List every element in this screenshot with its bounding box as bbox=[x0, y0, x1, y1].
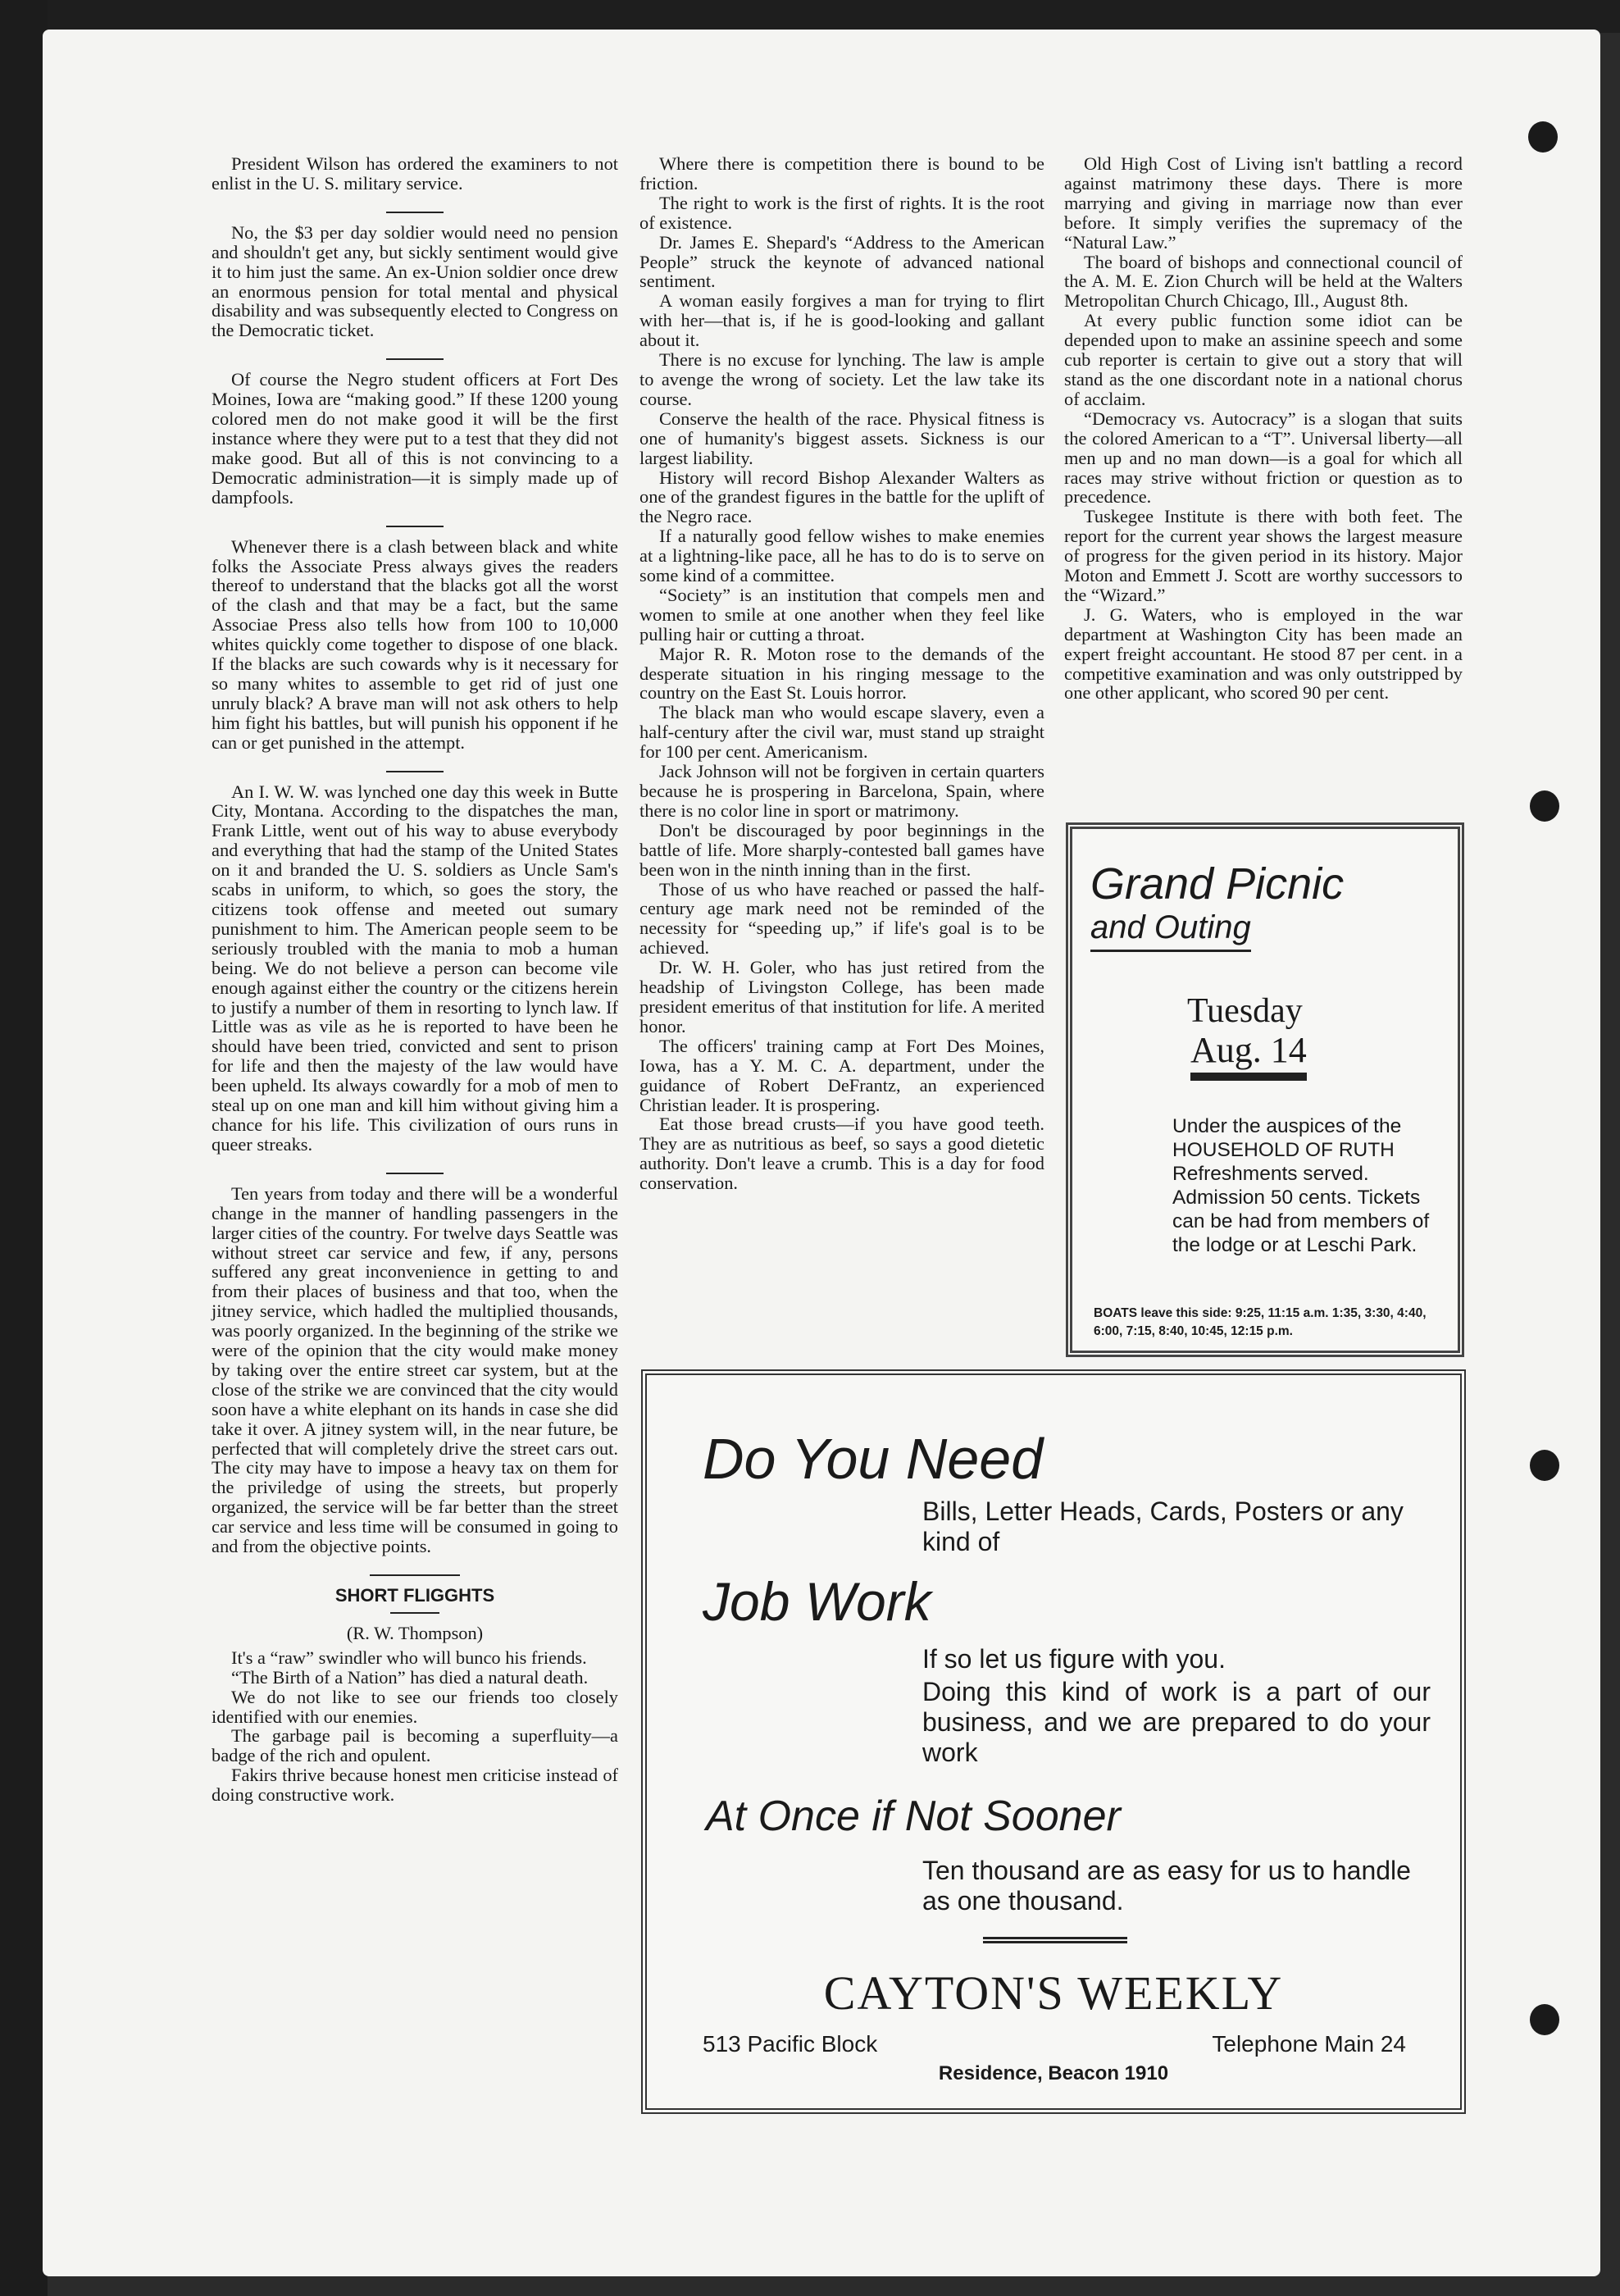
paragraph: The officers' training camp at Fort Des Moines, Iowa, has a Y. M. C. A. department, under the guidance of Robert DeFrantz, an experienced Christian leader. It is prospering. bbox=[639, 1035, 1044, 1115]
paragraph: The right to work is the first of rights. It is the root of existence. bbox=[639, 192, 1044, 233]
ad-text: If so let us figure with you. bbox=[922, 1644, 1226, 1674]
paragraph: Dr. W. H. Goler, who has just retired from the headship of Livingston College, has been made president emeritus of that institution for life. A merited honor. bbox=[639, 957, 1044, 1036]
ad-text: Bills, Letter Heads, Cards, Posters or any kind of bbox=[922, 1496, 1404, 1556]
paragraph: Jack Johnson will not be forgiven in certain quarters because he is prospering in Barcelona, Spain, where there is no color line in sport or matrimony. bbox=[639, 761, 1044, 821]
paragraph: Whenever there is a clash between black and white folks the Associate Press always gives the readers thereof to understand that the blacks got all the worst of the clash and that may be a fact, but the same Associae Press also tells how from 100 to 10,000 whites quickly come together to dispose of one black. If the blacks are such cowards why is it necessary for so many whites to assemble to get rid of just one unruly black? A brave man will not ask others to help him fight his battles, but will punish his opponent if he can or get punished in the attempt. bbox=[212, 535, 618, 753]
paragraph: Major R. R. Moton rose to the demands of the desperate situation in his ringing message to the country on the East St. Louis horror. bbox=[639, 643, 1044, 704]
punch-hole bbox=[1530, 790, 1559, 822]
paragraph: Ten years from today and there will be a wonderful change in the manner of handling passengers in the larger cities of the country. For twelve days Seattle was without street car service and few, if any, persons suffered any great inconvenience in getting to and from their places of business and that too, when the jitney service, which hadled the multiplied thousands, was poorly organized. In the beginning of the strike we were of the opinion that the city would make money by taking over the entire street car system, but at the close of the strike we are convinced that the city would soon have a white elephant on its hands in case she did take it over. A jitney system will, in the near future, be perfected that will completely drive the street cars out. The city may have to impose a heavy tax on them for the priviledge of using the streets, but properly organized, the service will be far better than the street car service and less time will be consumed in going to and from the objective points. bbox=[212, 1182, 618, 1557]
scan-edge-top bbox=[0, 0, 1620, 33]
paragraph: There is no excuse for lynching. The law is ample to avenge the wrong of society. Let the law take its course. bbox=[639, 349, 1044, 409]
ad-subtitle: and Outing bbox=[1090, 909, 1251, 952]
byline: (R. W. Thompson) bbox=[346, 1622, 484, 1643]
divider bbox=[983, 1937, 1127, 1943]
job-work-advertisement bbox=[641, 1369, 1466, 2114]
event-info: Under the auspices of the HOUSEHOLD OF RUTH Refreshments served. Admission 50 cents. Tickets can be had from members of the lodge or at Leschi Park. bbox=[1172, 1115, 1430, 1256]
paragraph: Old High Cost of Living isn't battling a record against matrimony these days. There is more marrying and giving in marriage now than ever before. It simply verifies the supremacy of the “Natural Law.” bbox=[1064, 153, 1463, 253]
short-item: “The Birth of a Nation” has died a natural death. bbox=[231, 1666, 589, 1688]
paragraph: Tuskegee Institute is there with both feet. The report for the current year shows the largest measure of progress for the given period in its history. Major Moton and Emmett J. Scott are worthy successors to the “Wizard.” bbox=[1064, 506, 1463, 605]
address: 513 Pacific Block bbox=[703, 2031, 878, 2057]
paragraph: At every public function some idiot can be depended upon to make an assinine speech and some cub reporter is certain to give out a story that will stand as the one discordant note in a national chorus of acclaim. bbox=[1064, 310, 1463, 409]
ad-heading: At Once if Not Sooner bbox=[706, 1793, 1121, 1840]
paragraph: Don't be discouraged by poor beginnings in the battle of life. More sharply-contested ball games have been won in the ninth inning than in the first. bbox=[639, 819, 1044, 880]
divider bbox=[386, 358, 444, 360]
event-date: Aug. 14 bbox=[1190, 1029, 1307, 1081]
paragraph: “Society” is an institution that compels men and women to smile at one another when they feel like pulling hair or cutting a throat. bbox=[639, 584, 1044, 645]
short-item: We do not like to see our friends too closely identified with our enemies. bbox=[212, 1686, 618, 1727]
divider bbox=[370, 1574, 460, 1576]
paragraph: The board of bishops and connectional council of the A. M. E. Zion Church will be held at the Walters Metropolitan Church Chicago, Ill., August 8th. bbox=[1064, 251, 1463, 312]
short-item: It's a “raw” swindler who will bunco his friends. bbox=[231, 1647, 587, 1668]
ad-text: Doing this kind of work is a part of our business, and we are prepared to do your work bbox=[922, 1677, 1431, 1767]
picnic-advertisement bbox=[1066, 822, 1464, 1357]
event-day: Tuesday bbox=[1187, 992, 1303, 1030]
paragraph: Of course the Negro student officers at Fort Des Moines, Iowa are “making good.” If these 1200 young colored men do not make good it will be the first instance where they were put to a test that they did not make good. But all of this is not convincing to a Democratic administration—it is simply made up of dampfools. bbox=[212, 369, 618, 508]
ad-heading: Job Work bbox=[703, 1571, 931, 1632]
paragraph: J. G. Waters, who is employed in the war department at Washington City has been made an expert freight accountant. He stood 87 per cent. in a competitive examination and was only outstripped by one other applicant, who scored 90 per cent. bbox=[1064, 604, 1463, 704]
column-2 bbox=[639, 154, 1044, 1193]
column-3 bbox=[1064, 154, 1463, 703]
ad-heading: Do You Need bbox=[703, 1427, 1044, 1491]
ad-title: Grand Picnic bbox=[1090, 859, 1345, 909]
paragraph: Dr. James E. Shepard's “Address to the American People” struck the keynote of advanced national sentiment. bbox=[639, 231, 1044, 292]
paragraph: If a naturally good fellow wishes to make enemies at a lightning-like pace, all he has to do is to serve on some kind of a committee. bbox=[639, 526, 1044, 586]
column-1 bbox=[212, 154, 618, 1805]
paragraph: President Wilson has ordered the examiners to not enlist in the U. S. military service. bbox=[212, 153, 618, 194]
telephone: Telephone Main 24 bbox=[1212, 2031, 1406, 2057]
publication-name: CAYTON'S WEEKLY bbox=[823, 1966, 1284, 2020]
divider bbox=[386, 1173, 444, 1174]
paragraph: No, the $3 per day soldier would need no pension and shouldn't get any, but sickly sentiment would give it to him just the same. An ex-Union soldier once drew an enormous pension for total mental and physical disability and was subsequently elected to Congress on the Democratic ticket. bbox=[212, 221, 618, 341]
divider bbox=[386, 212, 444, 213]
paragraph: “Democracy vs. Autocracy” is a slogan that suits the colored American to a “T”. Universal liberty—all men up and no man down—is a goal for which all races may strive without friction or question as to precedence. bbox=[1064, 408, 1463, 508]
boat-schedule: BOATS leave this side: 9:25, 11:15 a.m. 1:35, 3:30, 4:40, 6:00, 7:15, 8:40, 10:45, 12:15 p.m. bbox=[1094, 1306, 1427, 1338]
paragraph: An I. W. W. was lynched one day this week in Butte City, Montana. According to the dispatches the man, Frank Little, went out of his way to abuse everybody and everything that had the stamp of the United States on it and branded the U. S. soldiers as Uncle Sam's scabs in uniform, to which, so goes the story, the citizens took offense and meeted out sumary punishment to him. The American people seem to be seriously troubled with the mania to mob a human being. We do not believe a person can become vile enough against either the country or the citizens herein to justify a number of them in resorting to lynch law. If Little was as vile as he is reported to have been he should have been tried, convicted and sent to prison for life and then the majesty of the law would have been upheld. Its always cowardly for a mob of men to steal up on one man and kill him without giving him a chance for his life. This civilization of ours runs in queer streaks. bbox=[212, 781, 618, 1155]
paragraph: History will record Bishop Alexander Walters as one of the grandest figures in the battle for the uplift of the Negro race. bbox=[639, 467, 1044, 527]
paragraph: Those of us who have reached or passed the half-century age mark need not be reminded of the necessity for “speeding up,” if life's goal is to be achieved. bbox=[639, 878, 1044, 959]
paragraph: Conserve the health of the race. Physical fitness is one of humanity's biggest assets. Sickness is our largest liability. bbox=[639, 408, 1044, 468]
paragraph: The black man who would escape slavery, even a half-century after the civil war, must stand up straight for 100 per cent. Americanism. bbox=[639, 702, 1044, 763]
divider bbox=[386, 771, 444, 772]
residence-phone: Residence, Beacon 1910 bbox=[938, 2062, 1169, 2084]
punch-hole bbox=[1528, 121, 1558, 153]
short-item: Fakirs thrive because honest men criticise instead of doing constructive work. bbox=[212, 1765, 618, 1806]
short-item: The garbage pail is becoming a superfluity—a badge of the rich and opulent. bbox=[212, 1725, 618, 1766]
section-heading: SHORT FLIGGHTS bbox=[334, 1585, 495, 1606]
ad-text: Ten thousand are as easy for us to handle as one thousand. bbox=[922, 1856, 1411, 1916]
paragraph: A woman easily forgives a man for trying to flirt with her—that is, if he is good-looking and gallant about it. bbox=[639, 290, 1044, 351]
paragraph: Eat those bread crusts—if you have good teeth. They are as nutritious as beef, so says a good dietetic authority. Don't leave a crumb. This is a day for food conservation. bbox=[639, 1114, 1044, 1194]
scan-edge-left bbox=[0, 0, 48, 2296]
divider bbox=[386, 526, 444, 527]
punch-hole bbox=[1530, 2004, 1559, 2035]
punch-hole bbox=[1530, 1450, 1559, 1481]
paragraph: Where there is competition there is bound to be friction. bbox=[639, 153, 1044, 194]
divider bbox=[390, 1612, 439, 1614]
